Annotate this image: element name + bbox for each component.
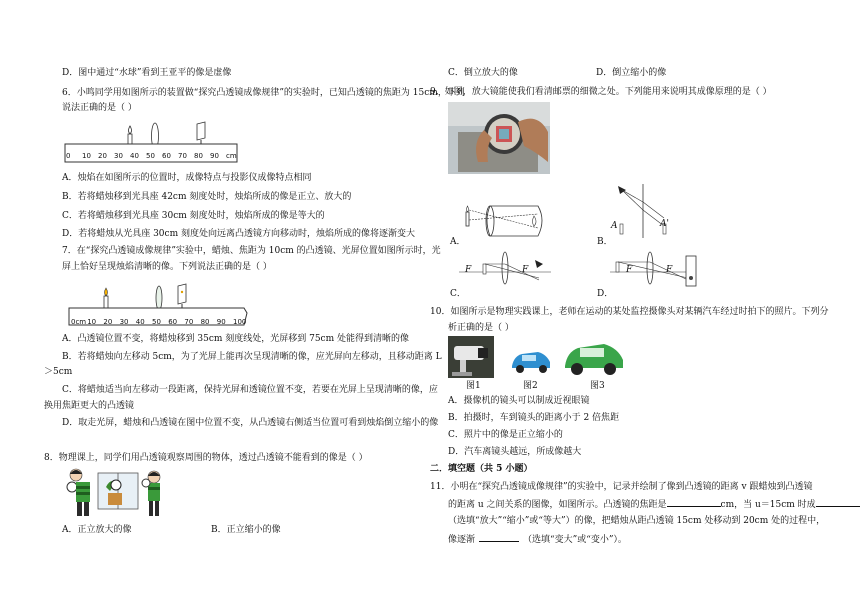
q9-label-point-a-prime: A' bbox=[660, 219, 669, 229]
ruler-tick-label: 30 bbox=[114, 152, 123, 160]
ruler-tick-label: 40 bbox=[135, 318, 145, 326]
q7-option-c-line1: C．将蜡烛适当向左移动一段距离，保持光屏和透镜位置不变，若要在光屏上呈现清晰的像，应 bbox=[62, 385, 438, 395]
q8-option-b: B．正立缩小的像 bbox=[211, 525, 281, 535]
q5-option-d: D．图中通过“水球”看到王亚平的像是虚像 bbox=[62, 68, 232, 78]
q10-option-c: C．照片中的像是正立缩小的 bbox=[448, 430, 563, 440]
q11-blank-focal[interactable] bbox=[667, 497, 721, 507]
q9-diagram-b bbox=[608, 182, 678, 240]
q7-option-b-line1: B．若将蜡烛向左移动 5cm，为了光屏上能再次呈现清晰的像，应光屏向左移动，且移动距离 L bbox=[62, 352, 442, 362]
q10-car-large-photo bbox=[562, 336, 626, 378]
q11-line4-start: 像逐渐 bbox=[448, 535, 476, 545]
q10-option-a: A．摄像机的镜头可以制成近视眼镜 bbox=[448, 396, 590, 406]
q6-stem-line2: 说法正确的是（ ） bbox=[62, 103, 137, 113]
q9-label-a: A． bbox=[450, 237, 466, 247]
q11-line1: 11．小明在“探究凸透镜成像规律”的实验中，记录并绘制了像到凸透镜的距离 v 跟蜡烛到凸透镜 bbox=[430, 482, 813, 492]
ruler-tick-label: 70 bbox=[178, 152, 187, 160]
q11-line3: （选填“放大”“缩小”或“等大”）的像，把蜡烛从距凸透镜 15cm 处移动到 20cm 处的过程中， bbox=[448, 516, 826, 526]
q11-blank-change[interactable] bbox=[479, 532, 519, 542]
q6-option-c: C．若将蜡烛移到光具座 30cm 刻度处时，烛焰所成的像是等大的 bbox=[62, 211, 325, 221]
ruler-tick-label: 20 bbox=[103, 318, 113, 326]
ruler-tick-label: 10 bbox=[82, 152, 91, 160]
q10-fig1-caption: 图1 bbox=[466, 381, 481, 391]
q11-line2-start: 的距离 u 之间关系的图像，如图所示。凸透镜的焦距是 bbox=[448, 500, 667, 510]
ruler-tick-label: 0cm bbox=[71, 318, 87, 326]
ruler-tick-label: 60 bbox=[168, 318, 178, 326]
q6-option-d: D．若将蜡烛从光具座 30cm 刻度处向远离凸透镜方向移动时，烛焰所成的像将逐渐变大 bbox=[62, 229, 415, 239]
q8-option-c: C．倒立放大的像 bbox=[448, 68, 518, 78]
q9-label-point-a: A bbox=[611, 221, 618, 231]
q9-stem: 9．如图，放大镜能使我们看清邮票的细微之处。下列能用来说明其成像原理的是（ ） bbox=[430, 87, 772, 97]
q10-option-b: B．拍摄时，车到镜头的距离小于 2 倍焦距 bbox=[448, 413, 620, 423]
q10-fig3-caption: 图3 bbox=[590, 381, 605, 391]
q6-option-a: A．烛焰在如图所示的位置时，成像特点与投影仪成像特点相同 bbox=[62, 173, 312, 183]
ruler-tick-label: 50 bbox=[146, 152, 155, 160]
q10-car-small-photo bbox=[508, 342, 554, 376]
ruler-tick-label: 40 bbox=[130, 152, 139, 160]
ruler-tick-label: 90 bbox=[210, 152, 219, 160]
q9-magnifier-photo bbox=[448, 102, 550, 174]
ruler-tick-label: 50 bbox=[152, 318, 161, 326]
q7-stem-line1: 7．在“探究凸透镜成像规律”实验中，蜡烛、焦距为 10cm 的凸透镜、光屏位置如图所示时，光 bbox=[62, 246, 441, 256]
q8-option-a: A．正立放大的像 bbox=[62, 525, 132, 535]
q11-line2-end: cm，当 u＝15cm 时成 bbox=[720, 500, 816, 510]
q11-line4-end: （选填“变大”或“变小”）。 bbox=[523, 535, 627, 545]
ruler-tick-label: 100 bbox=[233, 318, 247, 326]
q6-stem-line1: 6．小鸣同学用如图所示的装置做“探究凸透镜成像规律”的实验时，已知凸透镜的焦距为 15cm，下列 bbox=[62, 88, 465, 98]
ruler-tick-label: 80 bbox=[200, 318, 210, 326]
ruler-tick-label: 20 bbox=[98, 152, 107, 160]
q9-label-c: C． bbox=[450, 289, 466, 299]
ruler-tick-label: 0 bbox=[66, 152, 71, 160]
q10-stem-line1: 10．如图所示是物理实践课上，老师在运动的某处监控摄像头对某辆汽车经过时拍下的照片。下列分 bbox=[430, 307, 829, 317]
section-2-heading: 二．填空题（共 5 小题） bbox=[430, 464, 533, 474]
ruler-tick-label: 30 bbox=[119, 318, 129, 326]
q9-label-b: B． bbox=[597, 237, 613, 247]
q8-option-d: D．倒立缩小的像 bbox=[596, 68, 667, 78]
ruler-tick-label: 80 bbox=[194, 152, 203, 160]
ruler-tick-label: cm bbox=[226, 152, 237, 160]
q8-magnifier-kids-figure bbox=[62, 465, 172, 520]
q9-c-focal-left: F bbox=[465, 265, 472, 275]
q8-stem: 8．物理课上，同学们用凸透镜观察周围的物体，透过凸透镜不能看到的像是（ ） bbox=[44, 453, 368, 463]
q7-stem-line2: 屏上恰好呈现烛焰清晰的像。下列说法正确的是（ ） bbox=[62, 262, 272, 272]
q7-option-a: A．凸透镜位置不变，将蜡烛移到 35cm 刻度线处，光屏移到 75cm 处能得到清晰的像 bbox=[62, 334, 409, 344]
q6-option-b: B．若将蜡烛移到光具座 42cm 刻度处时，烛焰所成的像是正立、放大的 bbox=[62, 192, 352, 202]
q10-stem-line2: 析正确的是（ ） bbox=[448, 323, 514, 333]
ruler-tick-label: 70 bbox=[184, 318, 194, 326]
q11-line4 bbox=[448, 532, 627, 546]
q7-option-c-line2: 换用焦距更大的凸透镜 bbox=[44, 401, 135, 411]
q10-option-d: D．汽车离镜头越远，所成像越大 bbox=[448, 447, 582, 457]
q9-diagram-d bbox=[608, 250, 700, 290]
q10-fig2-caption: 图2 bbox=[523, 381, 538, 391]
q6-optical-bench-figure bbox=[64, 118, 238, 166]
q11-line2 bbox=[448, 497, 860, 511]
q9-label-d: D． bbox=[597, 289, 614, 299]
ruler-tick-label: 60 bbox=[162, 152, 171, 160]
q7-option-d: D．取走光屏，蜡烛和凸透镜在图中位置不变，从凸透镜右侧适当位置可看到烛焰倒立缩小的像 bbox=[62, 418, 439, 428]
q9-d-focal-left: F bbox=[626, 265, 633, 275]
q7-optical-bench-figure bbox=[68, 280, 248, 330]
q9-c-focal-right: F bbox=[522, 265, 529, 275]
q7-option-b-line2: ＞5cm bbox=[44, 367, 73, 377]
ruler-tick-label: 90 bbox=[216, 318, 226, 326]
ruler-tick-label: 10 bbox=[87, 318, 97, 326]
q9-d-focal-right: F bbox=[666, 265, 673, 275]
q10-camera-photo bbox=[448, 336, 494, 378]
q11-blank-image-type[interactable] bbox=[816, 497, 860, 507]
